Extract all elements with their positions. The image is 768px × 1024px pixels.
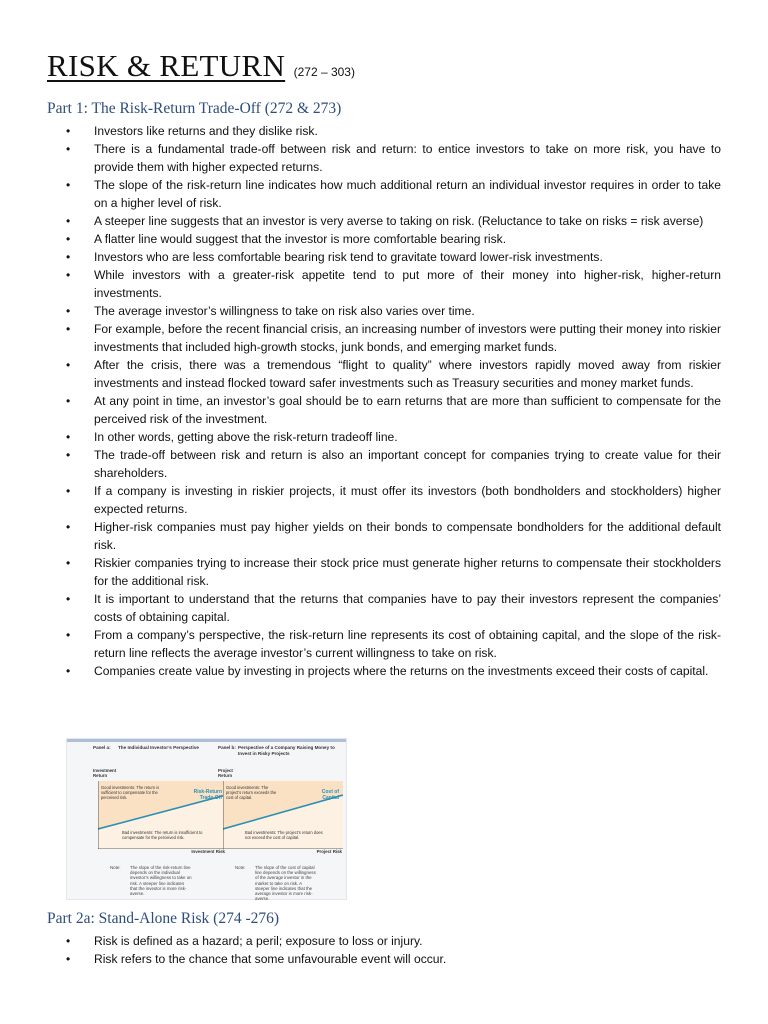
bullet-dot: • (66, 556, 71, 570)
panel-a-note-key: Note: (110, 865, 121, 870)
bullet-item (47, 662, 721, 680)
bullet-dot: • (66, 628, 71, 642)
bullet-dot: • (66, 934, 71, 948)
bullet-text: From a company’s perspective, the risk-return line represents its cost of obtaining capital, and the slope of the risk-return line reflects the average investor’s current willingness to take on risk. (94, 628, 721, 660)
bullet-text: The slope of the risk-return line indicates how much additional return an individual investor requires in order to take on a higher level of risk. (94, 178, 721, 210)
bullet-text: If a company is investing in riskier projects, it must offer its investors (both bondholders and stockholders) higher expected returns. (94, 484, 721, 516)
panel-a-line-label: Risk-Return Trade-Off (193, 789, 222, 801)
bullet-dot: • (66, 520, 71, 534)
bullet-text: Risk refers to the chance that some unfavourable event will occur. (94, 952, 447, 966)
figure-panel-b (218, 745, 350, 902)
document-title-pages: (272 – 303) (293, 65, 355, 79)
panel-b-note-key: Note: (235, 865, 246, 870)
bullet-item (47, 950, 721, 968)
bullet-item (47, 428, 721, 446)
bullet-dot: • (66, 124, 71, 138)
bullet-text: A flatter line would suggest that the investor is more comfortable bearing risk. (94, 232, 507, 246)
bullet-dot: • (66, 394, 71, 408)
panel-b-plot (223, 781, 343, 849)
bullet-item (47, 230, 721, 248)
bullet-dot: • (66, 250, 71, 264)
bullet-list-part1 (47, 122, 721, 680)
figure-top-band (67, 739, 346, 742)
figure-panel-a (93, 745, 225, 899)
panel-a-note: The slope of the risk-return line depends on the individual investor’s willingness to take on risk. A steeper line indicates that the investor is more risk-averse. (130, 865, 192, 897)
bullet-item (47, 590, 721, 626)
bullet-item (47, 212, 721, 230)
bullet-dot: • (66, 178, 71, 192)
bullet-dot: • (66, 592, 71, 606)
panel-a-plot (98, 781, 226, 849)
panel-b-x-axis-label: Project Risk (316, 849, 342, 854)
panel-b-title: Perspective of a Company Raising Money to Invest in Risky Projects (238, 745, 335, 756)
bullet-dot: • (66, 952, 71, 966)
panel-a-x-axis-label: Investment Risk (191, 849, 225, 854)
bullet-dot: • (66, 358, 71, 372)
section-heading-part2a: Part 2a: Stand-Alone Risk (274 -276) (47, 910, 280, 927)
bullet-list-part2a (47, 932, 721, 968)
bullet-item (47, 356, 721, 392)
bullet-dot: • (66, 664, 71, 678)
bullet-item (47, 932, 721, 950)
bullet-dot: • (66, 448, 71, 462)
panel-b-bad-investments-text: Bad investments: The project’s return does not exceed the cost of capital. (245, 830, 323, 840)
bullet-text: There is a fundamental trade-off between risk and return: to entice investors to take on more risk, you have to provide them with higher expected returns. (94, 142, 721, 174)
bullet-item (47, 554, 721, 590)
bullet-text: In other words, getting above the risk-return tradeoff line. (94, 430, 398, 444)
panel-b-note: The slope of the cost of capital line depends on the willingness of the average investor in the market to take on risk. A steeper line indicates that the average investor is more risk-averse. (255, 865, 316, 902)
bullet-item (47, 626, 721, 662)
bullet-item (47, 266, 721, 302)
panel-b-line-label: Cost of Capital (321, 789, 339, 801)
bullet-text: The trade-off between risk and return is also an important concept for companies trying to create value for their shareholders. (94, 448, 721, 480)
bullet-text: At any point in time, an investor’s goal should be to earn returns that are more than sufficient to compensate for the perceived risk of the investment. (94, 394, 721, 426)
bullet-text: Investors who are less comfortable bearing risk tend to gravitate toward lower-risk investments. (94, 250, 603, 264)
bullet-item (47, 446, 721, 482)
panel-b-good-investments-text: Good investments: The project’s return exceeds the cost of capital. (226, 785, 277, 800)
bullet-text: Investors like returns and they dislike risk. (94, 124, 318, 138)
bullet-dot: • (66, 142, 71, 156)
document-title: RISK & RETURN (47, 48, 286, 83)
bullet-dot: • (66, 304, 71, 318)
bullet-text: Companies create value by investing in projects where the returns on the investments exceed their costs of capital. (94, 664, 709, 678)
panel-a-bad-investments-text: Bad investments: The return is insufficient to compensate for the perceived risk. (122, 830, 203, 840)
bullet-dot: • (66, 232, 71, 246)
panel-a-label: Panel a: (93, 745, 111, 750)
bullet-text: It is important to understand that the returns that companies have to pay their investors represent the companies’ costs of obtaining capital. (94, 592, 721, 624)
risk-return-figure (66, 738, 347, 900)
bullet-dot: • (66, 214, 71, 228)
bullet-item (47, 248, 721, 266)
bullet-item (47, 518, 721, 554)
bullet-text: Risk is defined as a hazard; a peril; exposure to loss or injury. (94, 934, 423, 948)
bullet-dot: • (66, 268, 71, 282)
document-title-row (47, 48, 355, 84)
bullet-item (47, 320, 721, 356)
bullet-text: While investors with a greater-risk appetite tend to put more of their money into higher-risk, higher-return investments. (94, 268, 721, 300)
section-heading-part1: Part 1: The Risk-Return Trade-Off (272 & 273) (47, 100, 342, 117)
bullet-item (47, 482, 721, 518)
bullet-text: A steeper line suggests that an investor is very averse to taking on risk. (Reluctance to take on risks = risk averse) (94, 214, 704, 228)
bullet-text: For example, before the recent financial crisis, an increasing number of investors were putting their money into riskier investments that included high-growth stocks, junk bonds, and emerging market funds. (94, 322, 721, 354)
bullet-text: The average investor’s willingness to take on risk also varies over time. (94, 304, 475, 318)
panel-b-label: Panel b: (218, 745, 236, 750)
bullet-item (47, 122, 721, 140)
panel-b-y-axis-label: Project Return (218, 768, 233, 778)
bullet-item (47, 140, 721, 176)
bullet-text: Higher-risk companies must pay higher yields on their bonds to compensate bondholders for the additional default risk. (94, 520, 721, 552)
bullet-text: Riskier companies trying to increase their stock price must generate higher returns to compensate their stockholders for the additional risk. (94, 556, 721, 588)
panel-a-title: The Individual Investor’s Perspective (118, 745, 199, 750)
bullet-text: After the crisis, there was a tremendous “flight to quality” where investors rapidly moved away from riskier investments and instead flocked toward safer investments such as Treasury securities and money market funds. (94, 358, 721, 390)
bullet-item (47, 392, 721, 428)
bullet-dot: • (66, 430, 71, 444)
bullet-dot: • (66, 484, 71, 498)
bullet-item (47, 176, 721, 212)
bullet-dot: • (66, 322, 71, 336)
bullet-item (47, 302, 721, 320)
panel-a-good-investments-text: Good investments: The return is sufficient to compensate for the perceived risk. (101, 785, 160, 800)
panel-a-y-axis-label: Investment Return (93, 768, 117, 778)
